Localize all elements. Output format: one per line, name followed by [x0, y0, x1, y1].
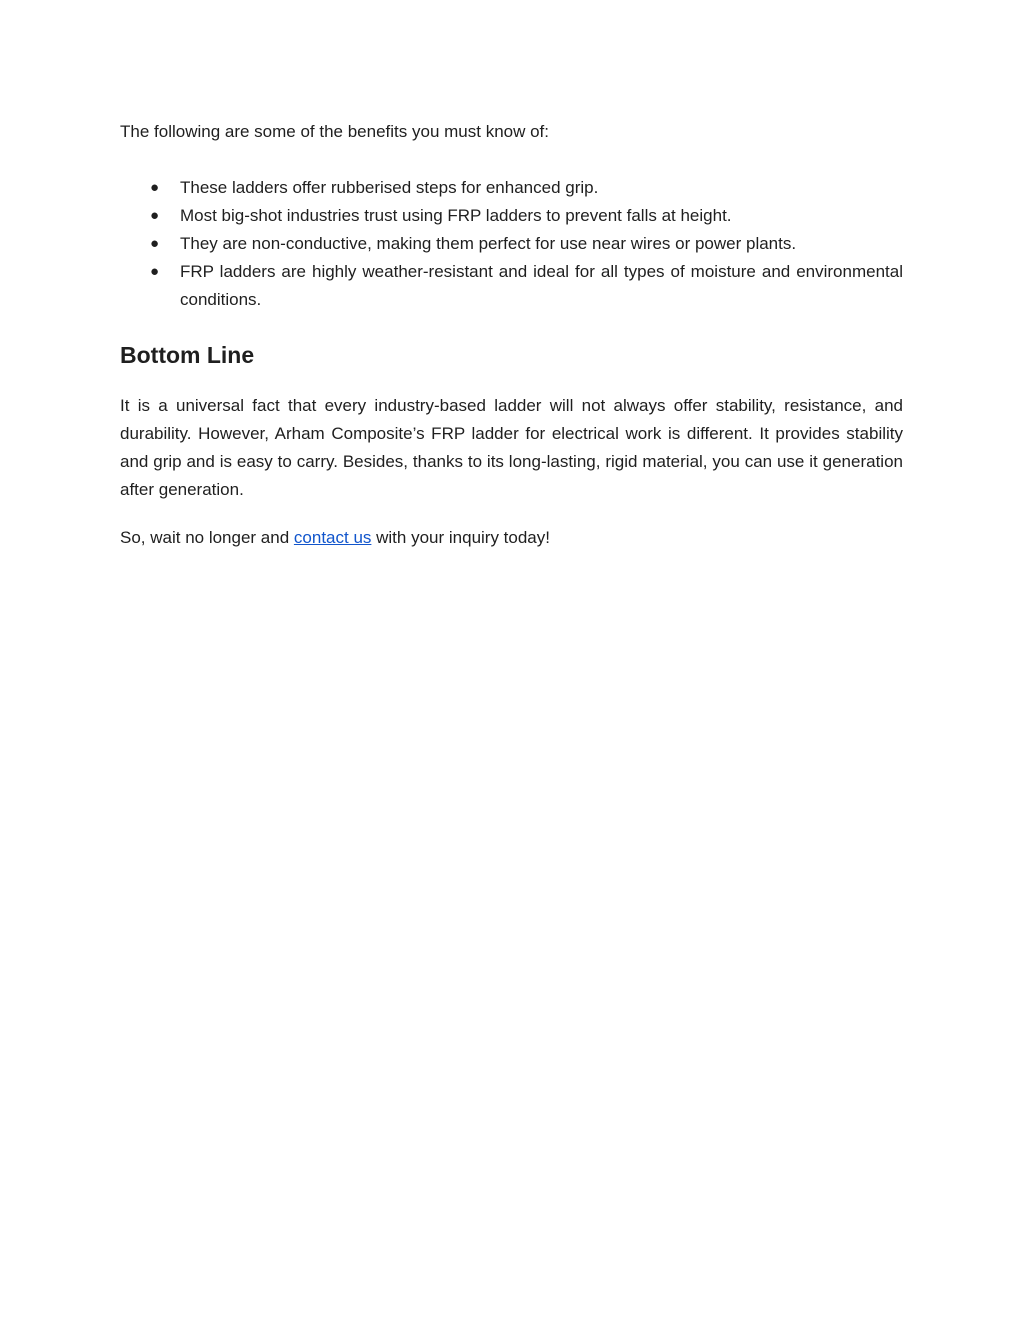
bullet-icon: ●: [150, 179, 160, 196]
benefit-text: They are non-conductive, making them perfect for use near wires or power plants.: [180, 234, 797, 253]
list-item: [120, 258, 903, 314]
section-heading: Bottom Line: [120, 342, 255, 368]
closing-text-before-link: So, wait no longer and: [120, 528, 294, 547]
intro-paragraph: The following are some of the benefits you must know of:: [120, 122, 550, 141]
benefit-text: FRP ladders are highly weather-resistant and ideal for all types of moisture and environmental conditions.: [180, 262, 903, 309]
list-item: [120, 230, 903, 258]
benefit-text: These ladders offer rubberised steps for enhanced grip.: [180, 178, 599, 197]
bullet-icon: ●: [150, 263, 160, 280]
benefits-list: [120, 174, 903, 314]
document-page: [120, 118, 903, 552]
contact-us-link[interactable]: contact us: [293, 528, 372, 547]
list-item: [120, 174, 903, 202]
benefit-text: Most big-shot industries trust using FRP ladders to prevent falls at height.: [180, 206, 732, 225]
body-paragraph: It is a universal fact that every industry-based ladder will not always offer stability, resistance, and durability. However, Arham Composite’s FRP ladder for electrical work is different. It provides stability and grip and is easy to carry. Besides, thanks to its long-lasting, rigid material, you can use it generation after generation.: [120, 396, 903, 499]
bullet-icon: ●: [150, 235, 160, 252]
bullet-icon: ●: [150, 207, 160, 224]
list-item: [120, 202, 903, 230]
closing-paragraph: [120, 524, 903, 552]
closing-text-after-link: with your inquiry today!: [371, 528, 550, 547]
